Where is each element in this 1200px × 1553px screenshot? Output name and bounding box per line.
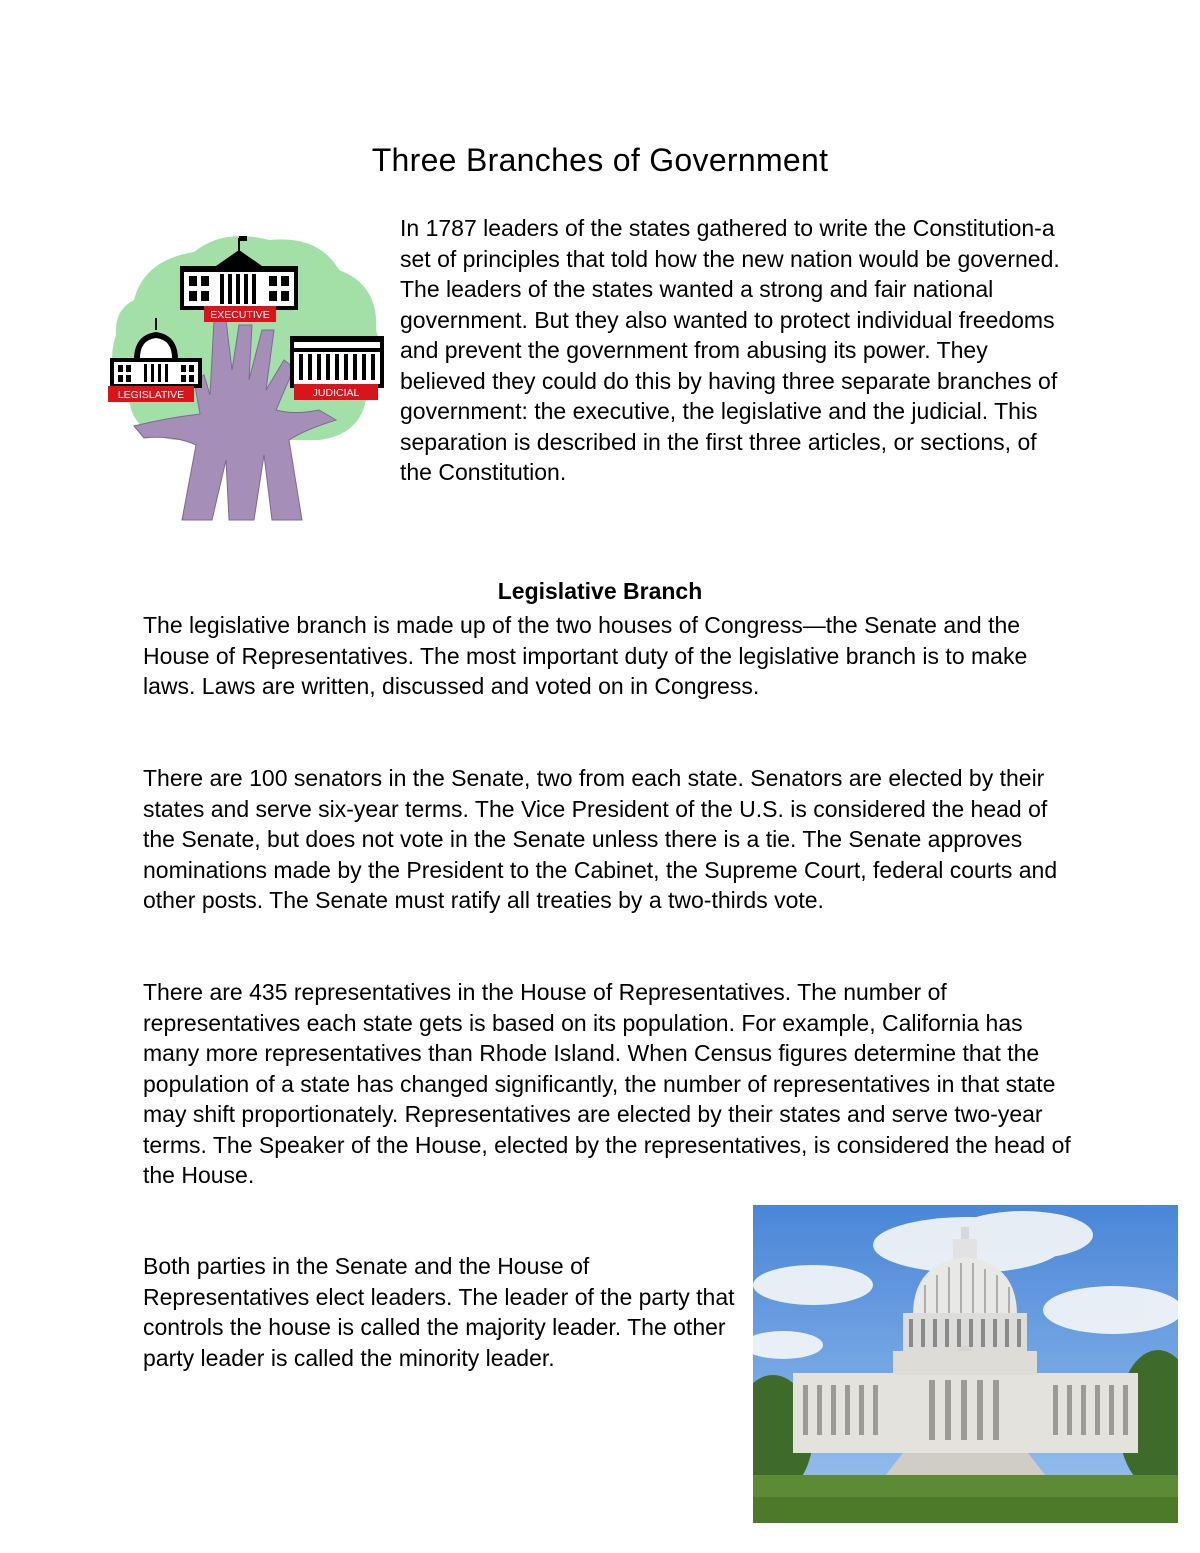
intro-text bbox=[400, 213, 1060, 488]
capitol-building-photo bbox=[753, 1205, 1178, 1523]
body-paragraph: Both parties in the Senate and the House of Representatives elect leaders. The leader of the party that controls the house is called the majority leader. The other party leader is called the minority leader. bbox=[143, 1253, 735, 1371]
body-paragraph: There are 435 representatives in the House of Representatives. The number of representatives each state gets is based on its population. For example, California has many more representatives than Rhode Island. When Census figures determine that the population of a state has changed significantly, the number of representatives in that state may shift proportionately. Representatives are elected by their states and serve two-year terms. The Speaker of the House, elected by the representatives, is considered the head of the House. bbox=[143, 979, 1071, 1188]
three-branches-tree-diagram bbox=[104, 230, 386, 522]
judicial-label: JUDICIAL bbox=[312, 387, 360, 399]
section-heading-legislative: Legislative Branch bbox=[497, 578, 703, 604]
judicial-building-icon bbox=[290, 336, 384, 400]
page-title: Three Branches of Government bbox=[371, 142, 829, 178]
legislative-label: LEGISLATIVE bbox=[117, 389, 185, 401]
intro-paragraph: The leaders of the states wanted a strong and fair national government. But they also wanted to protect individual freedoms and prevent the government from abusing its power. They believed they could do this by having three separate branches of government: the executive, the legislative and the judicial. This separation is described in the first three articles, or sections, of the Constitution. bbox=[400, 276, 1058, 485]
body-paragraph: There are 100 senators in the Senate, two from each state. Senators are elected by their states and serve six-year terms. The Vice President of the U.S. is considered the head of the Senate, but does not vote in the Senate unless there is a tie. The Senate approves nominations made by the President to the Cabinet, the Supreme Court, federal courts and other posts. The Senate must ratify all treaties by a two-thirds vote. bbox=[143, 765, 1058, 913]
body-paragraph: The legislative branch is made up of the two houses of Congress—the Senate and the House of Representatives. The most important duty of the legislative branch is to make laws. Laws are written, discussed and voted on in Congress. bbox=[143, 612, 1028, 699]
executive-label: EXECUTIVE bbox=[210, 309, 270, 321]
intro-paragraph: In 1787 leaders of the states gathered to write the Constitution-a set of principles that told how the new nation would be governed. bbox=[400, 215, 1060, 272]
